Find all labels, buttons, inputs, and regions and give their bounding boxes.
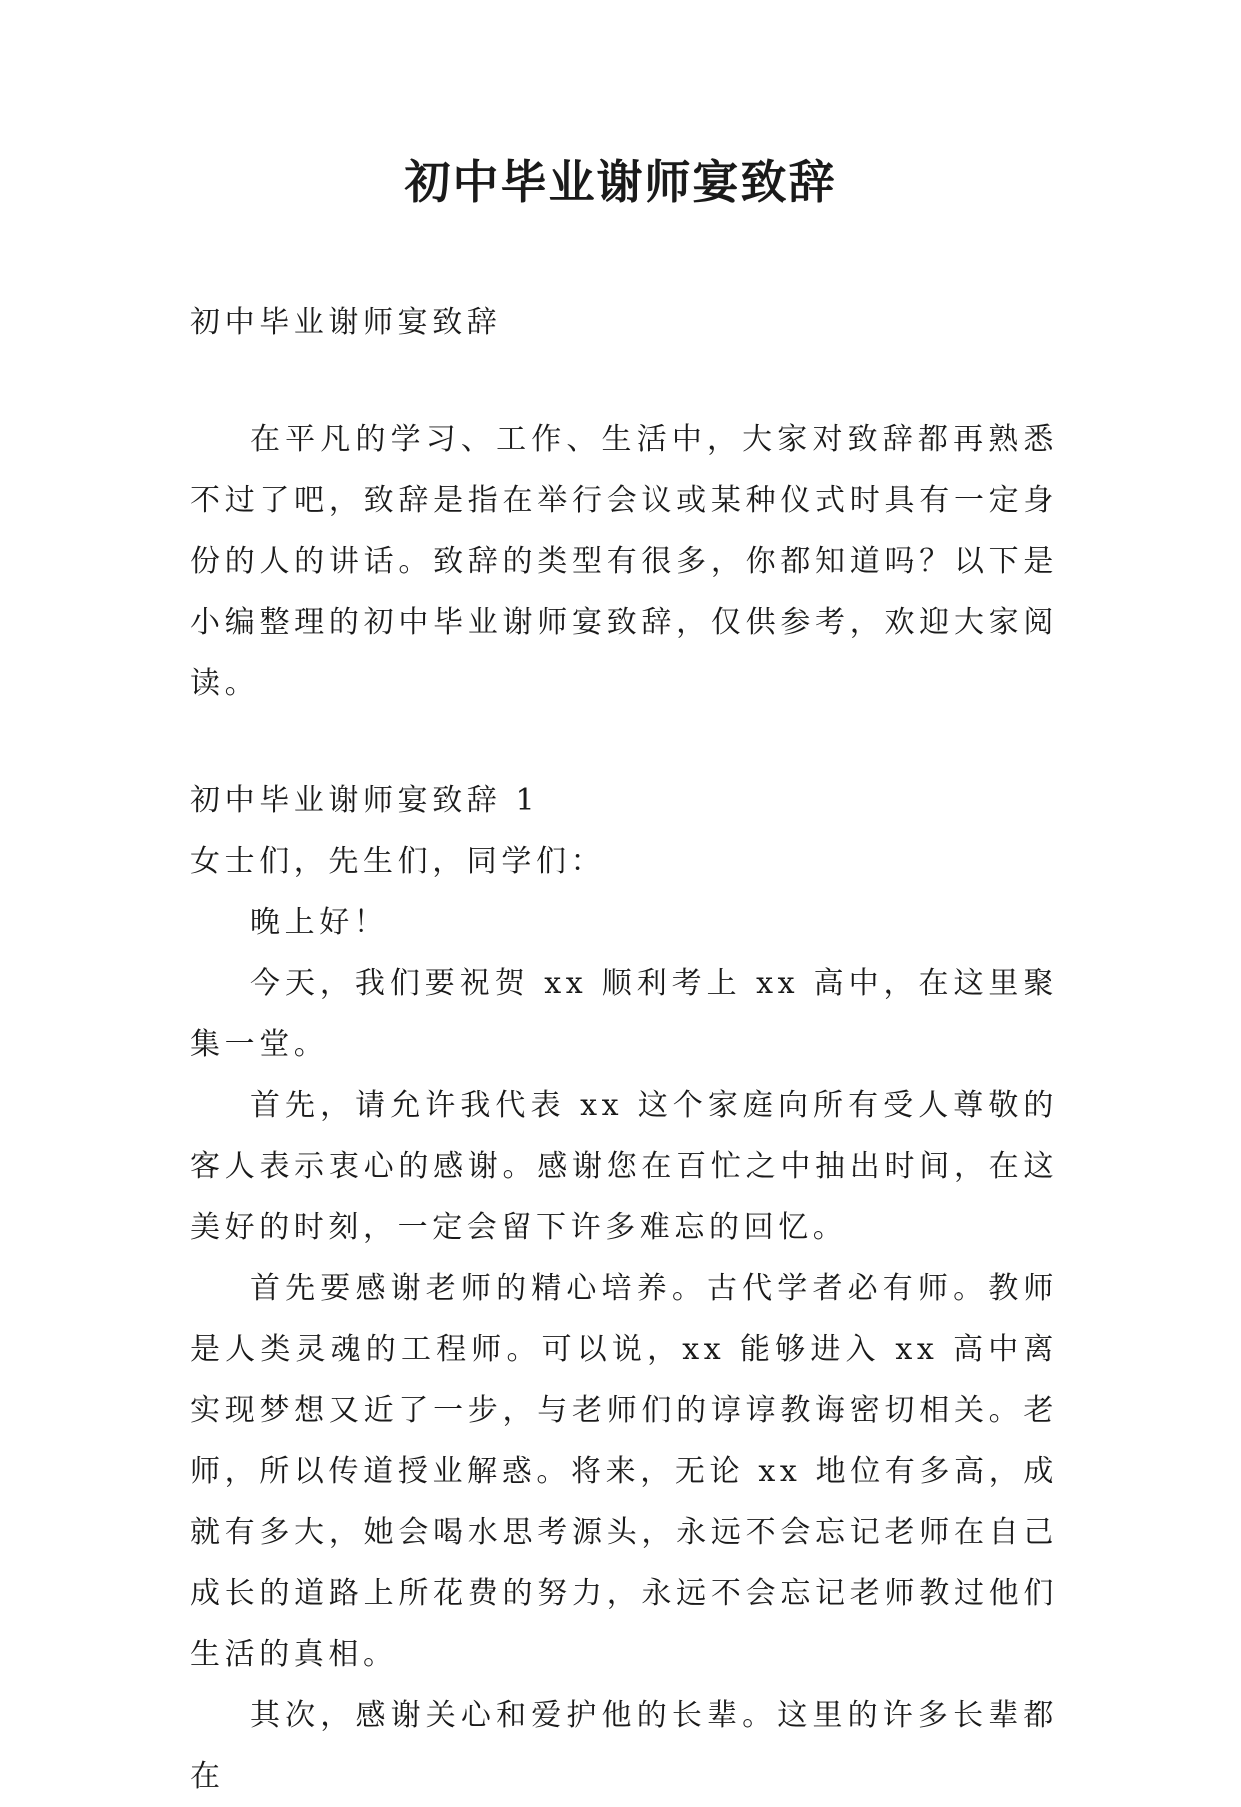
document-body — [190, 292, 1058, 1807]
body-paragraph-greeting: 晚上好！ — [250, 905, 389, 940]
document-title: 初中毕业谢师宴致辞 — [404, 155, 837, 209]
body-paragraph-thanks-elders: 其次，感谢关心和爱护他的长辈。这里的许多长辈都在 — [190, 1698, 1058, 1794]
body-paragraph-thanks-guests: 首先，请允许我代表 xx 这个家庭向所有受人尊敬的客人表示衷心的感谢。感谢您在百忙之中抽出时间，在这美好的时刻，一定会留下许多难忘的回忆。 — [190, 1088, 1058, 1245]
section-heading: 初中毕业谢师宴致辞 1 — [190, 783, 540, 818]
body-paragraph-thanks-teachers: 首先要感谢老师的精心培养。古代学者必有师。教师是人类灵魂的工程师。可以说，xx 能够进入 xx 高中离实现梦想又近了一步，与老师们的谆谆教诲密切相关。老师，所以传道授业解惑。将来，无论 xx 地位有多高，成就有多大，她会喝水思考源头，永远不会忘记老师在自己成长的道路上所花费的努力，永远不会忘记老师教过他们生活的真相。 — [190, 1271, 1058, 1672]
body-paragraph-congratulation: 今天，我们要祝贺 xx 顺利考上 xx 高中，在这里聚集一堂。 — [190, 966, 1058, 1062]
intro-paragraph: 在平凡的学习、工作、生活中，大家对致辞都再熟悉不过了吧，致辞是指在举行会议或某种仪式时具有一定身份的人的讲话。致辞的类型有很多，你都知道吗？以下是小编整理的初中毕业谢师宴致辞，仅供参考，欢迎大家阅读。 — [190, 422, 1058, 701]
document-subtitle: 初中毕业谢师宴致辞 — [190, 305, 502, 340]
salutation: 女士们，先生们，同学们： — [190, 844, 606, 879]
